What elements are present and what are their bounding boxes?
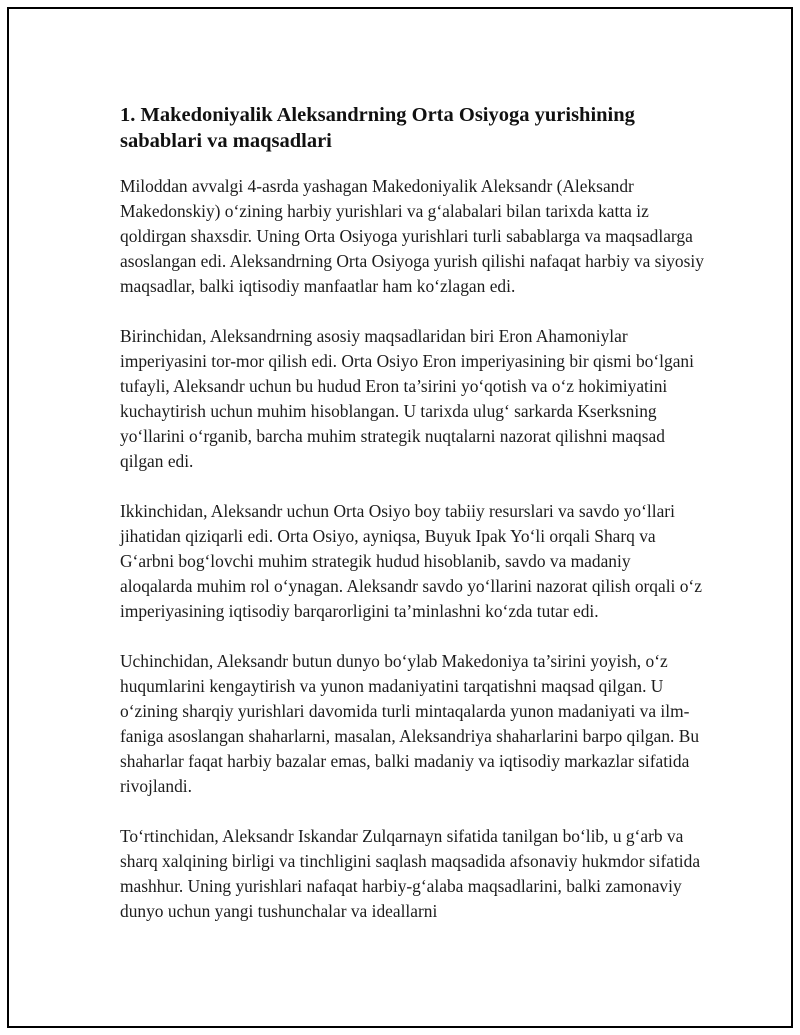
paragraph-second-reason: Ikkinchidan, Aleksandr uchun Orta Osiyo boy tabiiy resurslari va savdo yo‘llari jihatidan qiziqarli edi. Orta Osiyo, ayniqsa, Buyuk Ipak Yo‘li orqali Sharq va G‘arbni bog‘lovchi muhim strategik hudud hisoblanib, savdo va madaniy aloqalarda muhim rol o‘ynagan. Aleksandr savdo yo‘llarini nazorat qilish orqali o‘z imperiyasining iqtisodiy barqarorligini ta’minlashni ko‘zda tutar edi.: [120, 501, 702, 621]
paragraph-first-reason: Birinchidan, Aleksandrning asosiy maqsadlaridan biri Eron Ahamoniylar imperiyasini tor-mor qilish edi. Orta Osiyo Eron imperiyasining bir qismi bo‘lgani tufayli, Aleksandr uchun bu hudud Eron ta’sirini yo‘qotish va o‘z hokimiyatini kuchaytirish uchun muhim hisoblangan. U tarixda ulug‘ sarkarda Kserksning yo‘llarini o‘rganib, barcha muhim strategik nuqtalarni nazorat qilishni maqsad qilgan edi.: [120, 326, 694, 471]
page-frame: [7, 7, 793, 1028]
paragraph-fourth-reason: To‘rtinchidan, Aleksandr Iskandar Zulqarnayn sifatida tanilgan bo‘lib, u g‘arb va sharq xalqining birligi va tinchligini saqlash maqsadida afsonaviy hukmdor sifatida mashhur. Uning yurishlari nafaqat harbiy-g‘alaba maqsadlarini, balki zamonaviy dunyo uchun yangi tushunchalar va ideallarni: [120, 826, 701, 921]
section-heading: 1. Makedoniyalik Aleksandrning Orta Osiyoga yurishining sabablari va maqsadlari: [120, 104, 635, 152]
paragraph-intro: Miloddan avvalgi 4-asrda yashagan Makedoniyalik Aleksandr (Aleksandr Makedonskiy) o‘zining harbiy yurishlari va g‘alabalari bilan tarixda katta iz qoldirgan shaxsdir. Uning Orta Osiyoga yurishlari turli sabablarga va maqsadlarga asoslangan edi. Aleksandrning Orta Osiyoga yurish qilishi nafaqat harbiy va siyosiy maqsadlar, balki iqtisodiy manfaatlar ham ko‘zlagan edi.: [120, 176, 704, 296]
document-body: [120, 102, 706, 949]
paragraph-third-reason: Uchinchidan, Aleksandr butun dunyo bo‘ylab Makedoniya ta’sirini yoyish, o‘z huqumlarini kengaytirish va yunon madaniyatini tarqatishni maqsad qilgan. U o‘zining sharqiy yurishlari davomida turli mintaqalarda yunon madaniyati va ilm-faniga asoslangan shaharlarni, masalan, Aleksandriya shaharlarini barpo qilgan. Bu shaharlar faqat harbiy bazalar emas, balki madaniy va iqtisodiy markazlar sifatida rivojlandi.: [120, 651, 700, 796]
